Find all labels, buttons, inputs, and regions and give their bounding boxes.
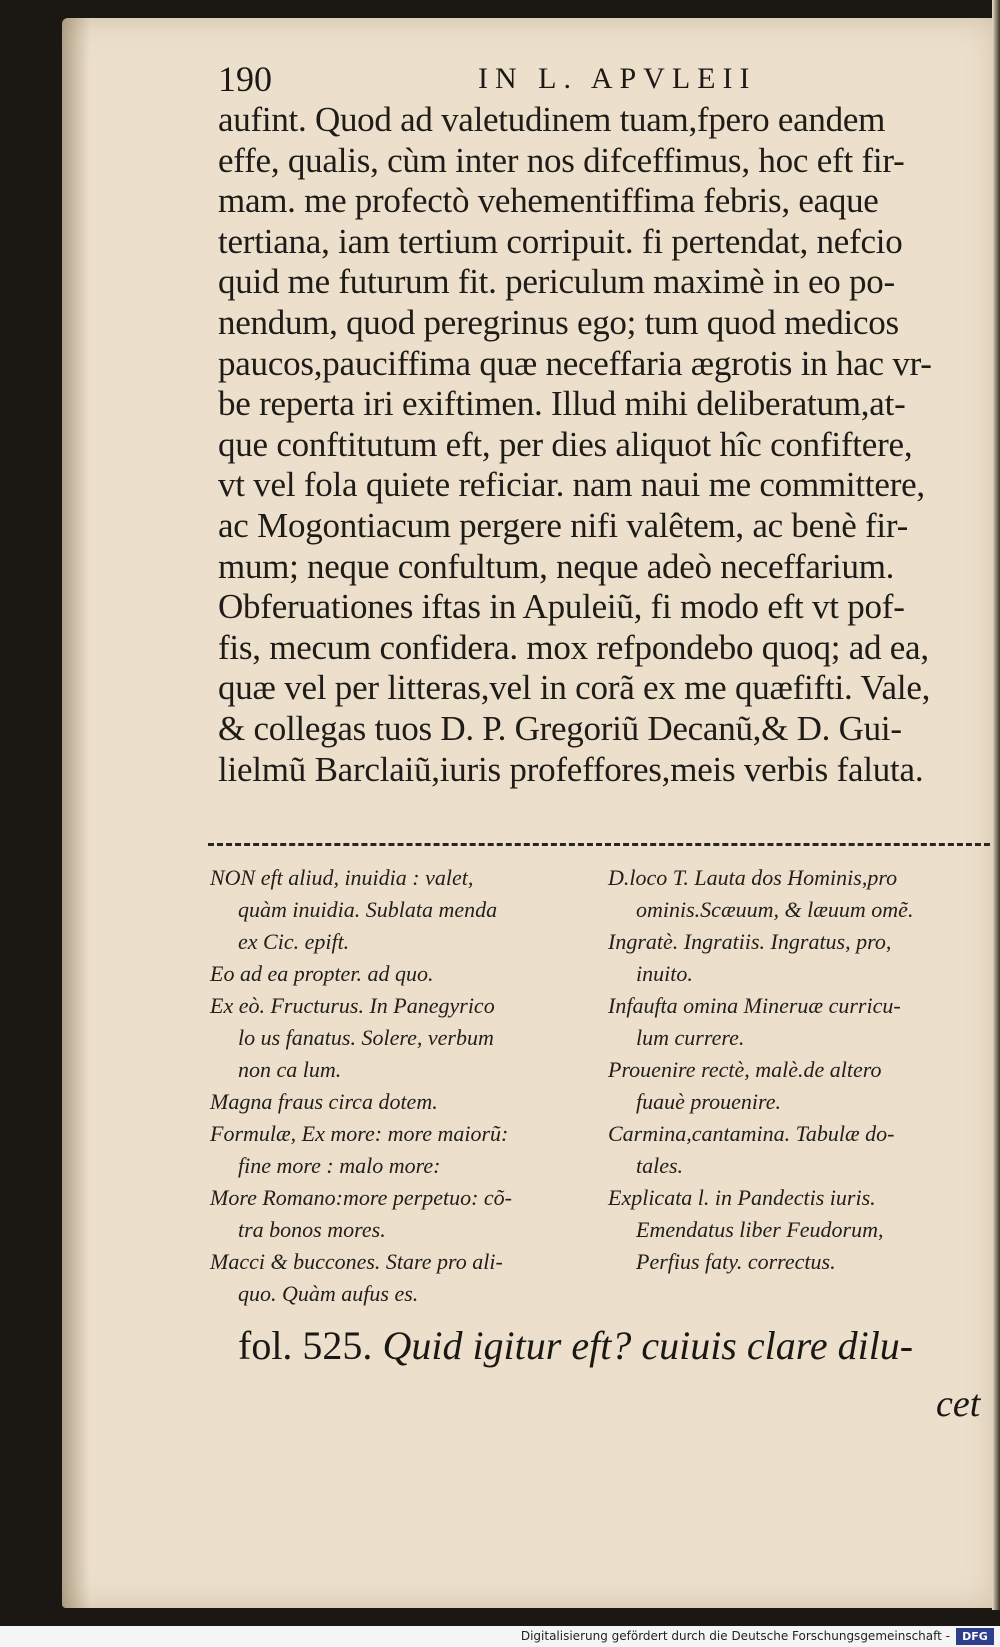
text-line: paucos,pauciffima quæ neceffaria ægrotis in hac vr- bbox=[218, 343, 932, 383]
annotation-line: Explicata l. in Pandectis iuris. bbox=[608, 1185, 876, 1210]
text-line: fis, mecum confidera. mox refpondebo quoq; ad ea, bbox=[218, 627, 929, 667]
page-gutter-shadow bbox=[62, 18, 90, 1608]
annotation-line: Carmina,cantamina. Tabulæ do- bbox=[608, 1121, 895, 1146]
annotation-line: Ingratè. Ingratiis. Ingratus, pro, bbox=[608, 929, 892, 954]
folio-reference: fol. 525. bbox=[238, 1323, 373, 1368]
annotation-entry bbox=[608, 990, 988, 1054]
annotation-entry bbox=[210, 1118, 590, 1182]
page-number: 190 bbox=[218, 59, 272, 99]
annotation-line: non ca lum. bbox=[238, 1057, 342, 1082]
annotation-line: fine more : malo more: bbox=[238, 1153, 441, 1178]
annotation-line: quàm inuidia. Sublata menda bbox=[238, 897, 498, 922]
letter-body bbox=[218, 100, 998, 790]
annotation-line: tra bonos mores. bbox=[238, 1217, 386, 1242]
annotation-line: ominis.Scæuum, & læuum omẽ. bbox=[636, 897, 914, 922]
annotation-line: Perfius faty. correctus. bbox=[636, 1249, 836, 1274]
catchword: cet bbox=[936, 1383, 981, 1425]
annotation-line: lum currere. bbox=[636, 1025, 745, 1050]
text-line: tertiana, iam tertium corripuit. fi pertendat, nefcio bbox=[218, 221, 903, 261]
text-line: mum; neque confultum, neque adeò neceffarium. bbox=[218, 546, 895, 586]
annotation-entry bbox=[210, 1086, 590, 1118]
annotation-line: Magna fraus circa dotem. bbox=[210, 1089, 438, 1114]
text-line: nendum, quod peregrinus ego; tum quod medicos bbox=[218, 302, 899, 342]
annotation-line: fuauè prouenire. bbox=[636, 1089, 782, 1114]
annotation-line: ex Cic. epift. bbox=[238, 929, 350, 954]
annotation-entry bbox=[210, 958, 590, 990]
digitization-credit: Digitalisierung gefördert durch die Deutsche Forschungsgemeinschaft - bbox=[0, 1626, 1000, 1647]
annotation-entry bbox=[210, 862, 590, 958]
running-head: IN L. APVLEII bbox=[478, 62, 757, 95]
text-line: quæ vel per litteras,vel in corã ex me quæfifti. Vale, bbox=[218, 668, 931, 708]
text-line: effe, qualis, cùm inter nos difceffimus, hoc eft fir- bbox=[218, 140, 905, 180]
text-line: ac Mogontiacum pergere nifi valêtem, ac benè fir- bbox=[218, 505, 908, 545]
annotation-entry bbox=[210, 1182, 590, 1246]
footer-line bbox=[238, 1322, 998, 1369]
text-line: lielmũ Barclaiũ,iuris profeffores,meis verbis faluta. bbox=[218, 749, 924, 789]
dfg-logo-badge: DFG bbox=[956, 1628, 994, 1645]
page-header bbox=[218, 58, 960, 100]
annotation-entry bbox=[608, 1118, 988, 1182]
annotation-entry bbox=[608, 862, 988, 926]
text-line: que conftitutum eft, per dies aliquot hîc confiftere, bbox=[218, 424, 913, 464]
footer-italic-text: Quid igitur eft? cuiuis clare dilu- bbox=[382, 1323, 914, 1368]
annotation-line: Ex eò. Fructurus. In Panegyrico bbox=[210, 993, 495, 1018]
annotation-line: lo us fanatus. Solere, verbum bbox=[238, 1025, 494, 1050]
annotation-line: Eo ad ea propter. ad quo. bbox=[210, 961, 434, 986]
text-line: quid me futurum fit. periculum maximè in eo po- bbox=[218, 262, 895, 302]
text-line: Obferuationes iftas in Apuleiũ, fi modo eft vt pof- bbox=[218, 587, 905, 627]
annotations-left-column bbox=[210, 862, 590, 1310]
annotation-entry bbox=[608, 926, 988, 990]
text-line: vt vel fola quiete reficiar. nam naui me committere, bbox=[218, 465, 925, 505]
annotation-line: inuito. bbox=[636, 961, 693, 986]
annotation-line: Macci & buccones. Stare pro ali- bbox=[210, 1249, 503, 1274]
text-line: aufint. Quod ad valetudinem tuam,fpero eandem bbox=[218, 100, 886, 139]
text-line: be reperta iri exiftimen. Illud mihi deliberatum,at- bbox=[218, 384, 906, 424]
text-line: mam. me profectò vehementiffima febris, eaque bbox=[218, 181, 879, 221]
annotation-entry bbox=[608, 1054, 988, 1118]
annotation-line: D.loco T. Lauta dos Hominis,pro bbox=[608, 865, 898, 890]
annotation-line: Formulæ, Ex more: more maiorũ: bbox=[210, 1121, 509, 1146]
annotation-line: Emendatus liber Feudorum, bbox=[636, 1217, 884, 1242]
annotation-line: Prouenire rectè, malè.de altero bbox=[608, 1057, 882, 1082]
section-divider bbox=[208, 843, 990, 846]
annotation-entry bbox=[210, 990, 590, 1086]
annotation-line: Infaufta omina Mineruæ curricu- bbox=[608, 993, 901, 1018]
annotation-entry bbox=[210, 1246, 590, 1310]
annotation-line: quo. Quàm aufus es. bbox=[238, 1281, 419, 1306]
annotation-line: More Romano:more perpetuo: cõ- bbox=[210, 1185, 513, 1210]
annotation-line: NON eft aliud, inuidia : valet, bbox=[210, 865, 474, 890]
annotations-right-column bbox=[608, 862, 988, 1278]
text-line: & collegas tuos D. P. Gregoriũ Decanũ,& D. Gui- bbox=[218, 708, 902, 748]
annotation-line: tales. bbox=[636, 1153, 684, 1178]
annotation-entry bbox=[608, 1182, 988, 1278]
